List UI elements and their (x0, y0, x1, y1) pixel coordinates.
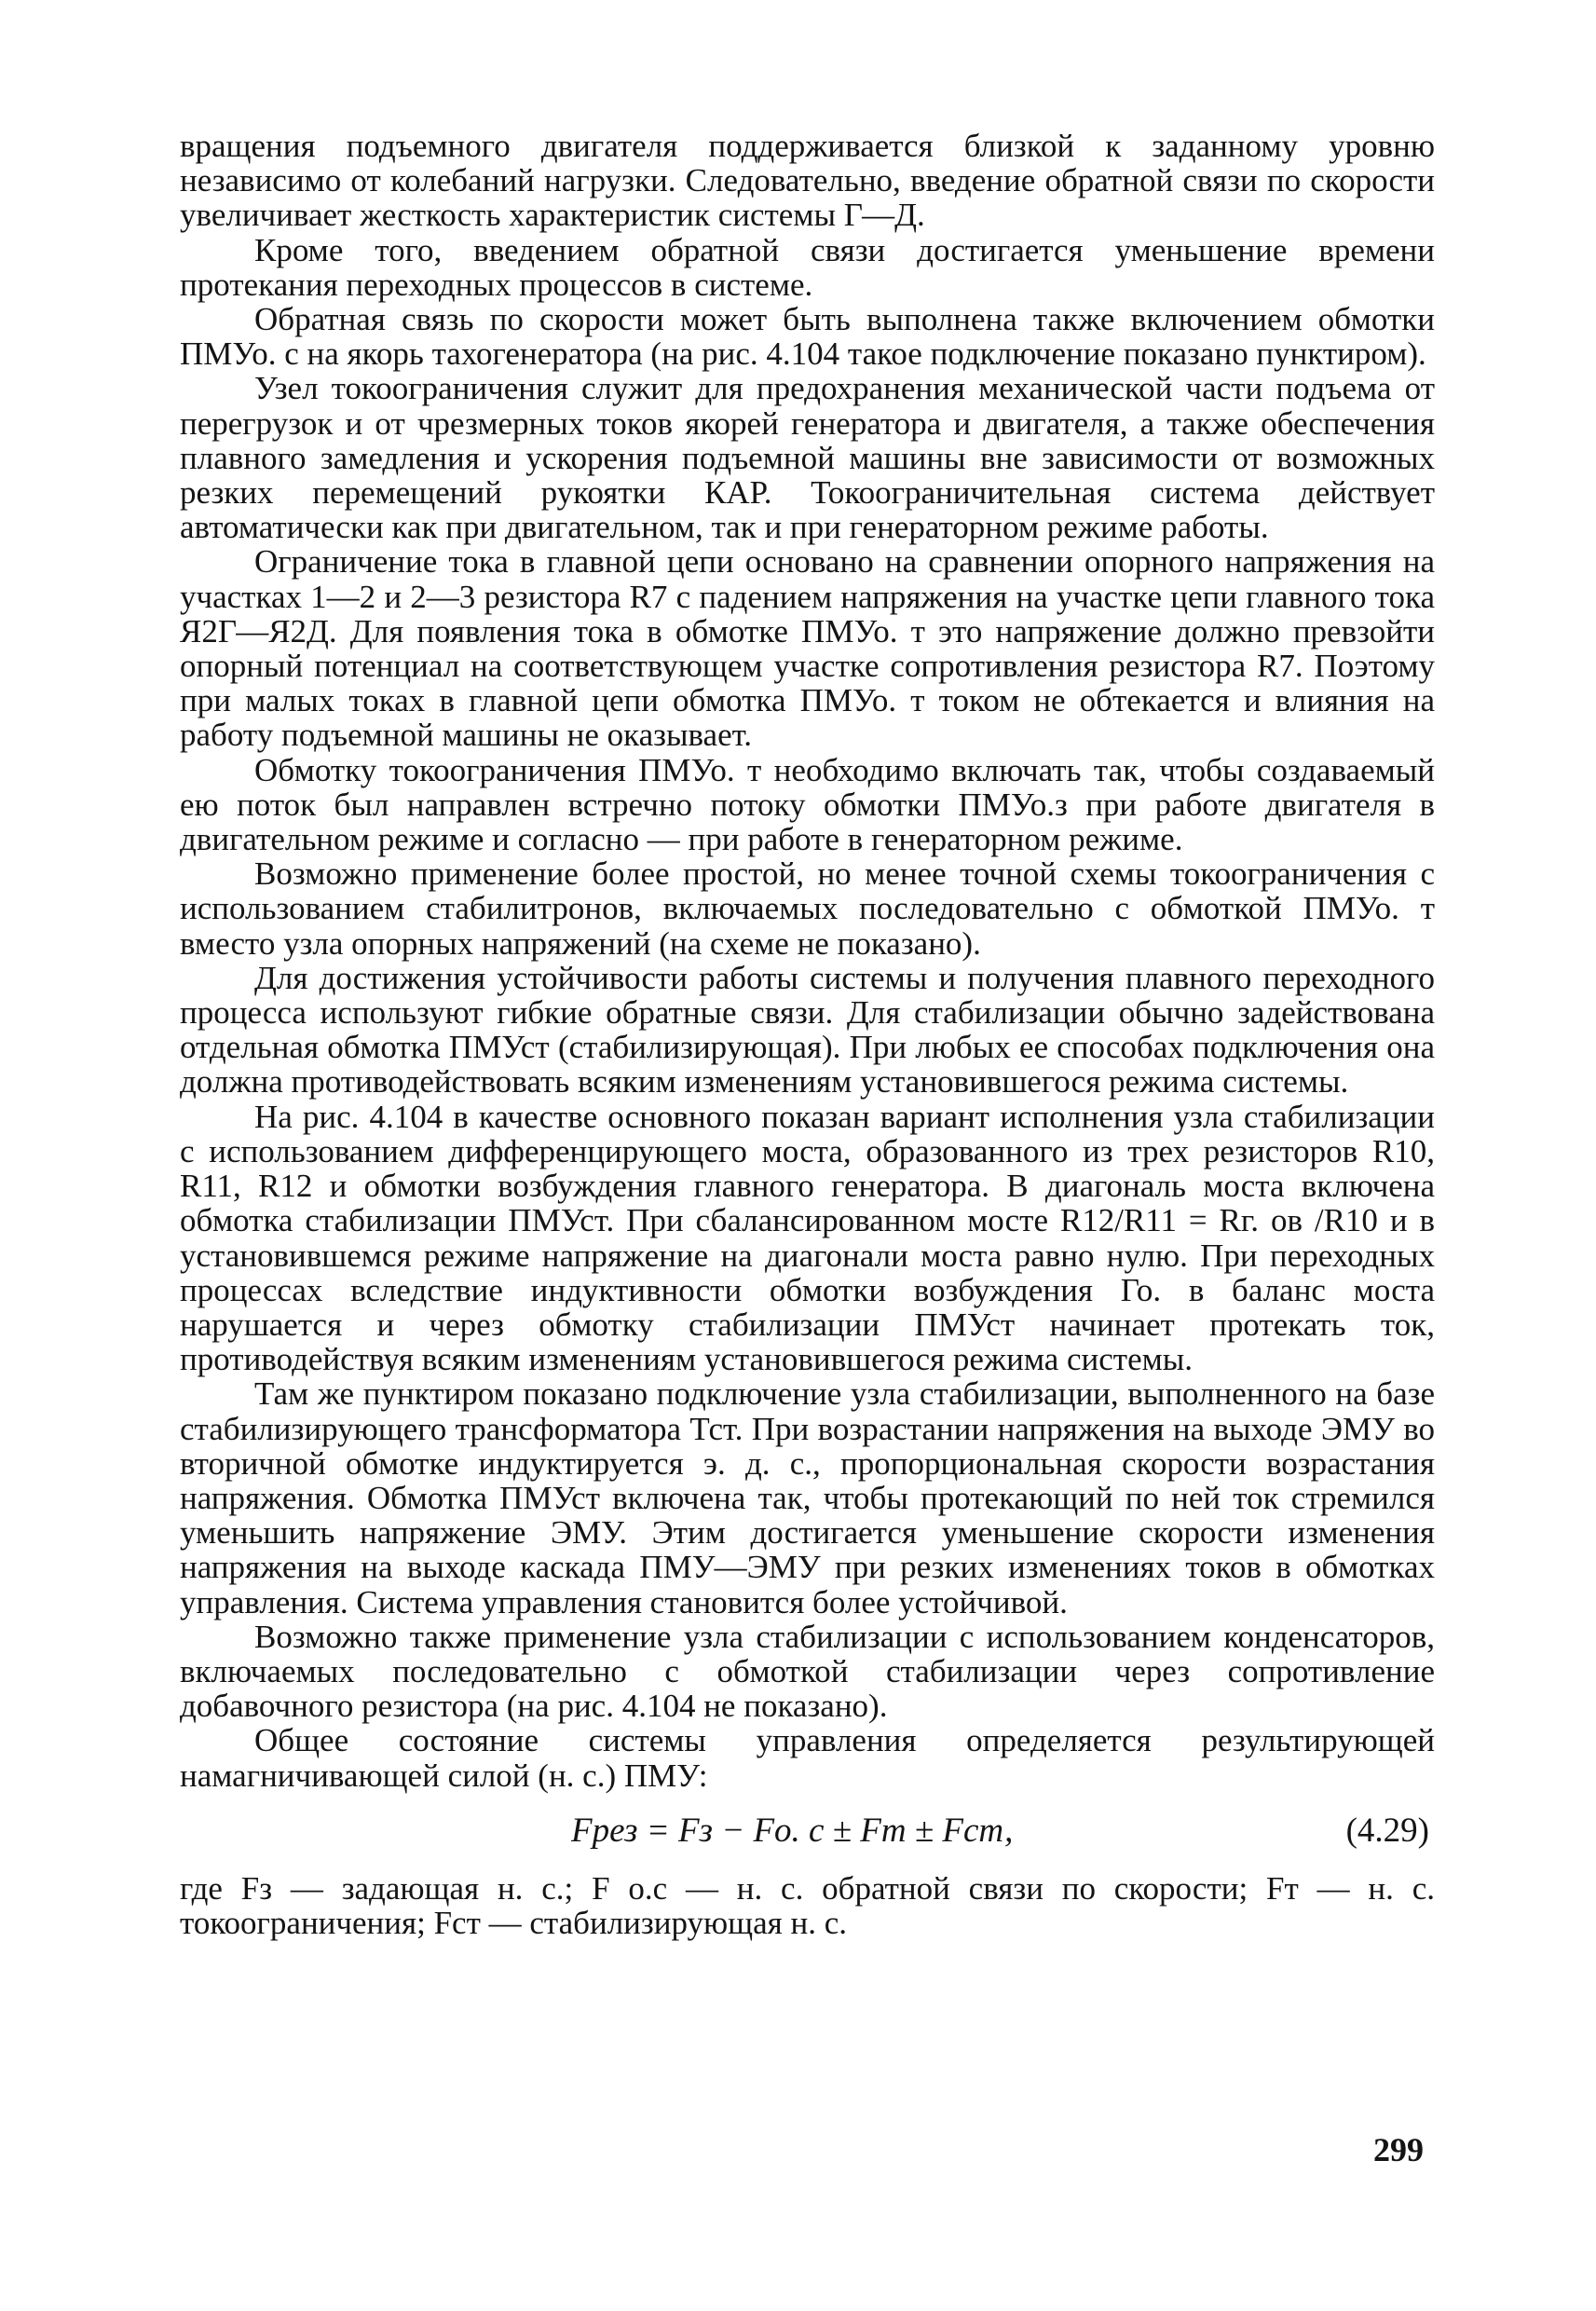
paragraph-1: вращения подъемного двигателя поддерживается близкой к заданному уровню независимо от колебаний нагрузки. Следовательно, введение обратной связи по скорости увеличивает жесткость характеристик системы Г—Д. (180, 128, 1435, 234)
paragraph-7: Возможно применение более простой, но менее точной схемы токоограничения с использованием стабилитронов, включаемых последовательно с обмоткой ПМУо. т вместо узла опорных напряжений (на схеме не показано). (180, 855, 1435, 962)
paragraph-2: Кроме того, введением обратной связи достигается уменьшение времени протекания переходных процессов в системе. (180, 231, 1435, 303)
paragraph-4: Узел токоограничения служит для предохранения механической части подъема от перегрузок и от чрезмерных токов якорей генератора и двигателя, а также обеспечения плавного замедления и ускорения подъемной машины вне зависимости от возможных резких перемещений рукоятки КАР. Токоограничительная система действует автоматически как при двигательном, так и при генераторном режиме работы. (180, 370, 1435, 546)
equation-4-29 (180, 1810, 1435, 1854)
page-body (180, 129, 1435, 1940)
paragraph-5: Ограничение тока в главной цепи основано на сравнении опорного напряжения на участках 1—2 и 2—3 резистора R7 с падением напряжения на участке цепи главного тока Я2Г—Я2Д. Для появления тока в обмотке ПМУо. т это напряжение должно превзойти опорный потенциал на соответствующем участке сопротивления резистора R7. Поэтому при малых токах в главной цепи обмотка ПМУо. т током не обтекается и влияния на работу подъемной машины не оказывает. (180, 543, 1435, 754)
paragraph-6: Обмотку токоограничения ПМУо. т необходимо включать так, чтобы создаваемый ею поток был направлен встречно потоку обмотки ПМУо.з при работе двигателя в двигательном режиме и согласно — при работе в генераторном режиме. (180, 751, 1435, 858)
paragraph-3: Обратная связь по скорости может быть выполнена также включением обмотки ПМУо. с на якорь тахогенератора (на рис. 4.104 такое подключение показано пунктиром). (180, 301, 1435, 373)
paragraph-11: Возможно также применение узла стабилизации с использованием конденсаторов, включаемых последовательно с обмоткой стабилизации через сопротивление добавочного резистора (на рис. 4.104 не показано). (180, 1618, 1435, 1725)
page-number: 299 (1373, 2131, 1424, 2168)
equation-expression: Fрез = Fз − Fо. с ± Fт ± Fст, (571, 1811, 1014, 1850)
paragraph-10: Там же пунктиром показано подключение узла стабилизации, выполненного на базе стабилизирующего трансформатора Тст. При возрастании напряжения на выходе ЭМУ во вторичной обмотке индуктируется э. д. с., пропорциональная скорости возрастания напряжения. Обмотка ПМУст включена так, чтобы протекающий по ней ток стремился уменьшить напряжение ЭМУ. Этим достигается уменьшение скорости изменения напряжения на выходе каскада ПМУ—ЭМУ при резких изменениях токов в обмотках управления. Система управления становится более устойчивой. (180, 1375, 1435, 1620)
paragraph-12: Общее состояние системы управления определяется результирующей намагничивающей силой (н. с.) ПМУ: (180, 1722, 1435, 1794)
paragraph-closing: где Fз — задающая н. с.; F о.с — н. с. обратной связи по скорости; Fт — н. с. токоограничения; Fст — стабилизирующая н. с. (180, 1869, 1435, 1941)
paragraph-8: Для достижения устойчивости работы системы и получения плавного переходного процесса используют гибкие обратные связи. Для стабилизации обычно задействована отдельная обмотка ПМУст (стабилизирующая). При любых ее способах подключения она должна противодействовать всяким изменениям установившегося режима системы. (180, 959, 1435, 1101)
paragraph-9: На рис. 4.104 в качестве основного показан вариант исполнения узла стабилизации с использованием дифференцирующего моста, образованного из трех резисторов R10, R11, R12 и обмотки возбуждения главного генератора. В диагональ моста включена обмотка стабилизации ПМУст. При сбалансированном мосте R12/R11 = Rг. ов /R10 и в установившемся режиме напряжение на диагонали моста равно нулю. При переходных процессах вследствие индуктивности обмотки возбуждения Го. в баланс моста нарушается и через обмотку стабилизации ПМУст начинает протекать ток, противодействуя всяким изменениям установившегося режима системы. (180, 1098, 1435, 1378)
equation-number: (4.29) (1345, 1811, 1429, 1850)
